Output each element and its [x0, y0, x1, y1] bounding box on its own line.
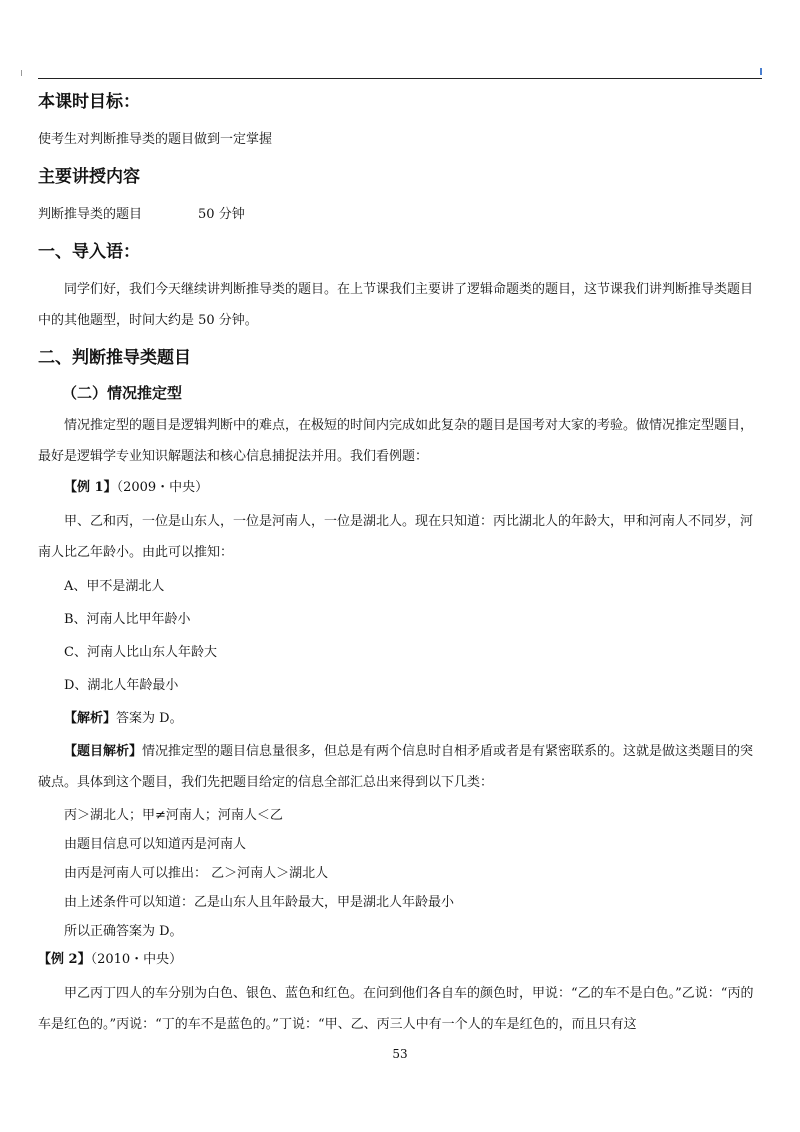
- example1-step-5: 所以正确答案为 D。: [64, 924, 183, 939]
- example1-step-3: 由丙是河南人可以推出： 乙＞河南人＞湖北人: [64, 866, 329, 881]
- example1-option-d: D、湖北人年龄最小: [64, 678, 179, 693]
- detail-text: 情况推定型的题目信息量很多，但总是有两个信息时自相矛盾或者是有紧密联系的。这就是做这类题目的突破点。具体到这个题目，我们先把题目给定的信息全部汇总出来得到以下几类：: [38, 744, 754, 790]
- section2-subheading: （二）情况推定型: [62, 384, 183, 402]
- example1-label: 【例 1】: [64, 480, 117, 495]
- main-content-row: [38, 199, 762, 230]
- section1-paragraph: 同学们好，我们今天继续讲判断推导类的题目。在上节课我们主要讲了逻辑命题类的题目，这节课我们讲判断推导类题目中的其他题型，时间大约是 50 分钟。: [38, 282, 754, 328]
- objectives-heading: 本课时目标：: [38, 92, 140, 112]
- analysis-label: 【解析】: [64, 711, 117, 726]
- section2-heading: 二、判断推导类题目: [38, 348, 191, 368]
- main-content-duration: 50 分钟: [198, 207, 245, 222]
- example2-label: 【例 2】: [38, 952, 91, 967]
- main-content-heading: 主要讲授内容: [38, 167, 140, 187]
- example2-header: [38, 946, 762, 974]
- example2-question: 甲乙丙丁四人的车分别为白色、银色、蓝色和红色。在问到他们各自车的颜色时，甲说：“乙的车不是白色。”乙说：“丙的车是红色的。”丙说：“丁的车不是蓝色的。”丁说：“甲、乙、丙三人中有一个人的车是红色的，而且只有这: [38, 986, 754, 1032]
- example1-step-2: 由题目信息可以知道丙是河南人: [64, 837, 247, 852]
- margin-mark-left: [21, 70, 22, 76]
- page-number: 53: [392, 1047, 408, 1061]
- example1-option-a: A、甲不是湖北人: [64, 579, 165, 594]
- example1-option-c: C、河南人比山东人年龄大: [64, 645, 217, 660]
- detail-label: 【题目解析】: [64, 744, 143, 759]
- example1-detail: [38, 736, 762, 798]
- example1-header: [38, 472, 762, 503]
- section1-heading: 一、导入语：: [38, 242, 140, 262]
- example1-analysis: [38, 703, 762, 734]
- section2-intro: 情况推定型的题目是逻辑判断中的难点，在极短的时间内完成如此复杂的题目是国考对大家的考验。做情况推定型题目，最好是逻辑学专业知识解题法和核心信息捕捉法并用。我们看例题：: [38, 418, 754, 464]
- margin-mark-right: [760, 68, 762, 75]
- example1-source: （2009・中央）: [116, 480, 209, 495]
- example2-source: （2010・中央）: [90, 952, 183, 967]
- example1-step-4: 由上述条件可以知道：乙是山东人且年龄最大，甲是湖北人年龄最小: [64, 895, 455, 910]
- main-content-item: 判断推导类的题目: [38, 207, 143, 222]
- page-content: [38, 88, 762, 1040]
- objectives-text: 使考生对判断推导类的题目做到一定掌握: [38, 132, 273, 147]
- header-rule: [38, 78, 762, 79]
- example1-step-1: 丙＞湖北人；甲≠河南人；河南人＜乙: [64, 808, 283, 823]
- example1-question: 甲、乙和丙，一位是山东人，一位是河南人，一位是湖北人。现在只知道：丙比湖北人的年龄大，甲和河南人不同岁，河南人比乙年龄小。由此可以推知：: [38, 514, 754, 560]
- analysis-text: 答案为 D。: [116, 711, 183, 726]
- example1-option-b: B、河南人比甲年龄小: [64, 612, 191, 627]
